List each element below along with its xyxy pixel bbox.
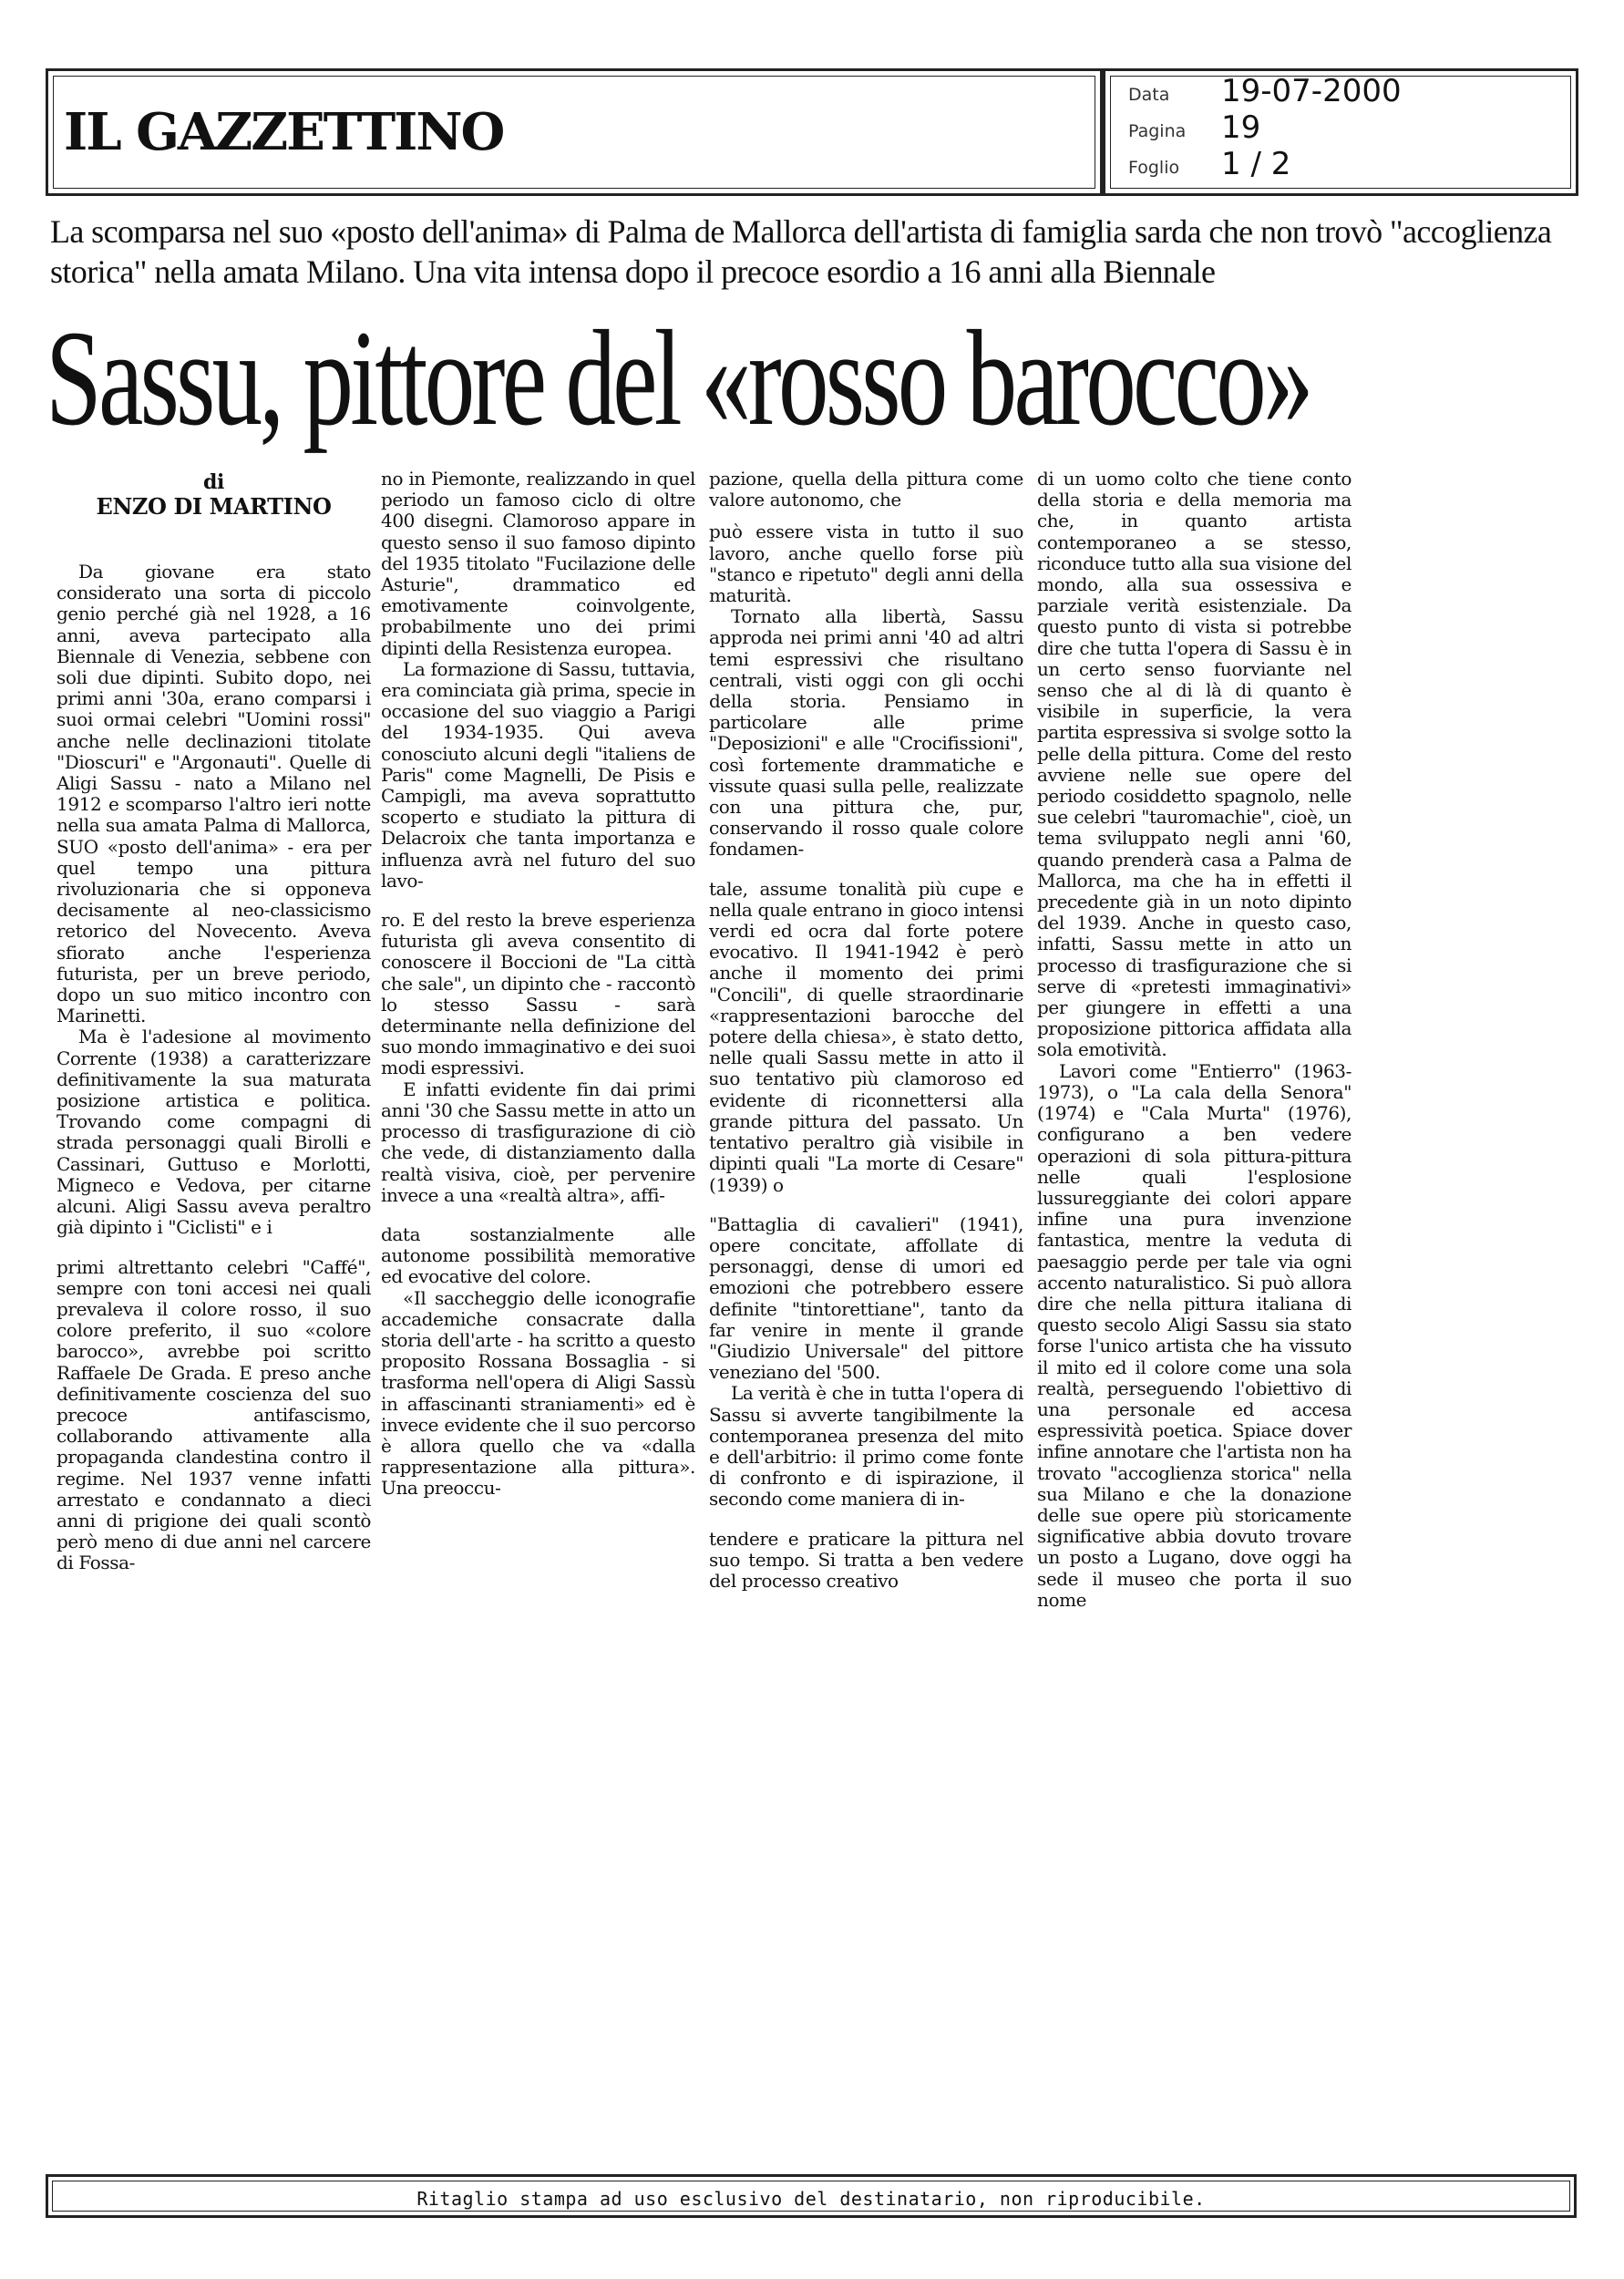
paragraph: Da giovane era stato considerato una sorta di piccolo genio perché già nel 1928, a 16 anni, aveva partecipato alla Biennale di Venezia, sebbene con soli due dipinti. Subito dopo, nei primi anni '30a, erano comparsi i suoi ormai celebri "Uomini rossi" anche nelle declinazioni titolate "Dioscuri" e "Argonauti". Quelle di Aligi Sassu - nato a Milano nel 1912 e scomparso l'altro ieri notte nella sua amata Palma di Mallorca, SUO «posto dell'anima» - era per quel tempo una pittura rivoluzionaria che si opponeva decisamente al neo-classicismo retorico del Novecento. Aveva sfiorato anche l'esperienza futurista, per un breve periodo, dopo un suo mitico incontro con Marinetti.: [57, 561, 371, 1027]
paragraph: La verità è che in tutta l'opera di Sassu si avverte tangibilmente la contemporanea presenza del mito e dell'arbitrio: il primo come fonte di confronto e di ispirazione, il secondo come maniera di in-: [709, 1382, 1023, 1511]
article-column-3: [709, 469, 1023, 1592]
paragraph: Tornato alla libertà, Sassu approda nei primi anni '40 ad altri temi espressivi che risultano centrali, visti oggi con gli occhi della storia. Pensiamo in particolare alle prime "Deposizioni" e alle "Crocifissioni", così fortemente drammatiche e vissute quasi sulla pelle, realizzate con una pittura che, pur, conservando il rosso quale colore fondamen-: [709, 605, 1023, 861]
newspaper-logo: IL GAZZETTINO: [64, 102, 504, 162]
byline-author: ENZO DI MARTINO: [96, 493, 332, 520]
sheet-label: Foglio: [1128, 158, 1180, 178]
date-label: Data: [1128, 85, 1170, 105]
paragraph: Ma è l'adesione al movimento Corrente (1938) a caratterizzare definitivamente la sua maturata posizione artistica e politica. Trovando come compagni di strada personaggi quali Birolli e Cassinari, Guttuso e Morlotti, Migneco e Vedova, per citarne alcuni. Aligi Sassu aveva peraltro già dipinto i "Ciclisti" e i: [57, 1026, 371, 1239]
paragraph: può essere vista in tutto il suo lavoro, anche quello forse più "stanco e ripetuto" degli anni della maturità.: [709, 521, 1023, 607]
footer-notice: Ritaglio stampa ad uso esclusivo del destinatario, non riproducibile.: [416, 2188, 1206, 2210]
paragraph: pazione, quella della pittura come valore autonomo, che: [709, 468, 1023, 511]
paragraph: no in Piemonte, realizzando in quel periodo un famoso ciclo di oltre 400 disegni. Clamoroso appare in questo senso il suo famoso dipinto del 1935 titolato "Fucilazione delle Asturie", drammatico ed emotivamente coinvolgente, probabilmente uno dei primi dipinti della Resistenza europea.: [381, 468, 695, 659]
paragraph: Lavori come "Entierro" (1963-1973), o "La cala della Senora" (1974) e "Cala Murta" (1976), configurano a ben vedere operazioni di sola pittura-pittura nelle quali l'esplosione lussureggiante dei colori appare infine una pura invenzione fantastica, mentre la veduta di paesaggio perde per tale via ogni accento naturalistico. Si può allora dire che nella pittura italiana di questo secolo Aligi Sassu sia stato forse l'unico artista che ha vissuto il mito ed il colore come una sola realtà, perseguendo l'obiettivo di una personale ed accesa espressività poetica. Spiace dover infine annotare che l'artista non ha trovato "accoglienza storica" nella sua Milano e che la donazione delle sue opere più storicamente significative abbia dovuto trovare un posto a Lugano, dove oggi ha sede il museo che porta il suo nome: [1037, 1059, 1352, 1611]
article-column-4: [1037, 469, 1352, 1611]
paragraph: E infatti evidente fin dai primi anni '30 che Sassu mette in atto un processo di trasfigurazione di ciò che vede, di distanziamento dalla realtà visiva, cioè, per pervenire invece a una «realtà altra», affi-: [381, 1078, 695, 1206]
article-headline: Sassu, pittore del «rosso barocco»: [46, 303, 1311, 454]
sheet-value: 1 / 2: [1221, 146, 1291, 182]
article-column-1: [57, 470, 371, 1574]
paragraph: tale, assume tonalità più cupe e nella quale entrano in gioco intensi verdi ed ocra dal forte potere evocativo. Il 1941-1942 è però anche il momento dei primi "Concili", di quelle straordinarie «rappresentazioni barocche del potere della chiesa», è stato detto, nelle quali Sassu mette in atto il suo tentativo più clamoroso ed evidente di riconnettersi alla grande pittura del passato. Un tentativo peraltro già visibile in dipinti quali "La morte di Cesare" (1939) o: [709, 877, 1023, 1196]
paragraph: La formazione di Sassu, tuttavia, era cominciata già prima, specie in occasione del suo viaggio a Parigi del 1934-1935. Qui aveva conosciuto alcuni degli "italiens de Paris" come Magnelli, De Pisis e Campigli, ma aveva soprattutto scoperto e studiato la pittura di Delacroix che tanta importanza e influenza avrà nel futuro del suo lavo-: [381, 657, 695, 892]
page-value: 19: [1221, 109, 1261, 146]
paragraph: tendere e praticare la pittura nel suo tempo. Si tratta a ben vedere del processo creativo: [709, 1527, 1023, 1592]
page-label: Pagina: [1128, 121, 1187, 141]
paragraph: data sostanzialmente alle autonome possibilità memorative ed evocative del colore.: [381, 1222, 695, 1288]
paragraph: "Battaglia di cavalieri" (1941), opere concitate, affollate di personaggi, dense di umori ed emozioni che potrebbero essere definite "tintorettiane", tanto da far venire in mente il grande "Giudizio Universale" del pittore veneziano del '500.: [709, 1212, 1023, 1384]
date-value: 19-07-2000: [1221, 73, 1402, 109]
paragraph: primi altrettanto celebri "Caffé", sempre con toni accesi nei quali prevaleva il colore rosso, il suo colore preferito, il suo «colore barocco», avrebbe poi scritto Raffaele De Grada. E preso anche definitivamente coscienza del suo precoce antifascismo, collaborando attivamente alla propaganda clandestina contro il regime. Nel 1937 venne infatti arrestato e condannato a dieci anni di prigione dei quali scontò però meno di due anni nel carcere di Fossa-: [57, 1255, 371, 1574]
byline-di: di: [203, 470, 224, 494]
paragraph: «Il saccheggio delle iconografie accademiche consacrate dalla storia dell'arte - ha scritto a questo proposito Rossana Bossaglia - si trasforma nell'opera di Aligi Sassù in affascinanti straniamenti» ed è invece evidente che il suo percorso è allora quello che va «dalla rappresentazione alla pittura». Una preoccu-: [381, 1286, 695, 1500]
paragraph: di un uomo colto che tiene conto della storia e della memoria ma che, in quanto artista contemporaneo a se stesso, riconduce tutto alla sua visione del mondo, alla sua ossessiva e parziale verità esistenziale. Da questo punto di vista si potrebbe dire che tutta l'opera di Sassu è in un certo senso fuorviante nel senso che al di là di quanto è visibile in superficie, la vera partita espressiva si svolge sotto la pelle della pittura. Come del resto avviene nelle sue opere del periodo cosiddetto spagnolo, nelle sue celebri "tauromachie", cioè, un tema sviluppato negli anni '60, quando prenderà casa a Palma de Mallorca, ma che ha in effetti il precedente già in un noto dipinto del 1939. Anche in questo caso, infatti, Sassu mette in atto un processo di trasfigurazione che si serve di «pretesti immaginativi» per giungere in effetti a una proposizione pittorica affidata alla sola emotività.: [1037, 468, 1352, 1061]
article-kicker: La scomparsa nel suo «posto dell'anima» di Palma de Mallorca dell'artista di famiglia sarda che non trovò "accoglienza storica" nella amata Milano. Una vita intensa dopo il precoce esordio a 16 anni alla Biennale: [50, 213, 1552, 290]
article-column-2: [381, 469, 695, 1500]
paragraph: ro. E del resto la breve esperienza futurista gli aveva consentito di conoscere il Boccioni de "La città che sale", un dipinto che - raccontò lo stesso Sassu - sarà determinante nella definizione del suo mondo immaginativo e dei suoi modi espressivi.: [381, 909, 695, 1079]
